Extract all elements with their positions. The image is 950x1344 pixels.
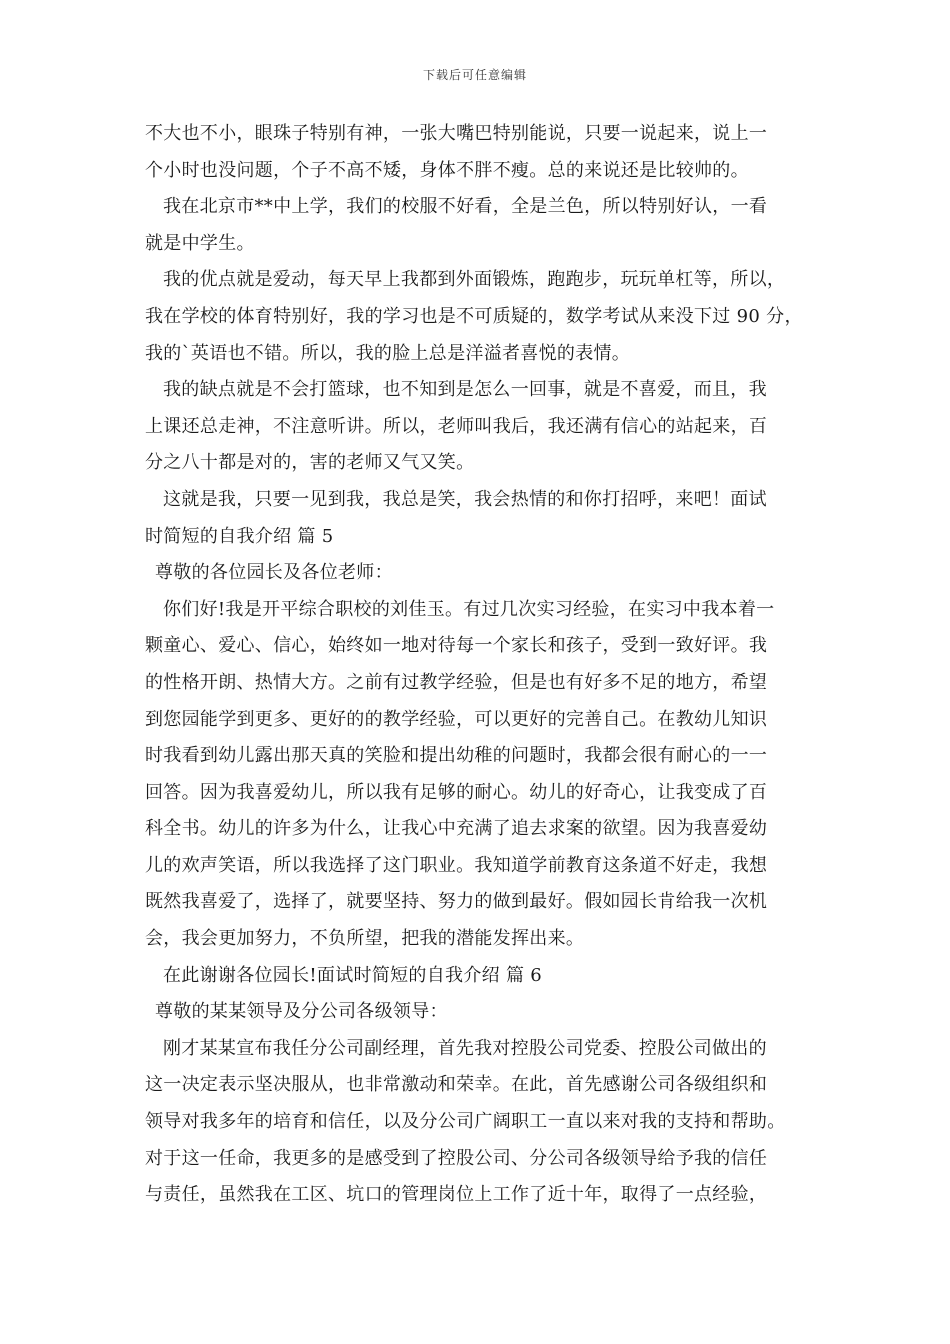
text-line: 科全书。幼儿的许多为什么，让我心中充满了追去求案的欲望。因为我喜爱幼 (145, 818, 768, 840)
text-line: 尊敬的各位园长及各位老师： (155, 562, 393, 584)
text-line: 会，我会更加努力，不负所望，把我的潜能发挥出来。 (145, 928, 585, 950)
text-line: 到您园能学到更多、更好的的教学经验，可以更好的完善自己。在教幼儿知识 (145, 708, 768, 730)
text-line: 这一决定表示坚决服从，也非常激动和荣幸。在此，首先感谢公司各级组织和 (145, 1074, 768, 1096)
text-line: 分之八十都是对的，害的老师又气又笑。 (145, 452, 475, 474)
text-line: 我的缺点就是不会打篮球，也不知到是怎么一回事，就是不喜爱，而且，我 (163, 379, 767, 401)
document-body (145, 116, 810, 1214)
text-line: 我的优点就是爱动，每天早上我都到外面锻炼，跑跑步，玩玩单杠等，所以， (163, 269, 786, 291)
text-line: 在此谢谢各位园长!面试时简短的自我介绍 篇 6 (163, 964, 543, 986)
text-line: 时我看到幼儿露出那天真的笑脸和提出幼稚的问题时，我都会很有耐心的一一 (145, 745, 768, 767)
text-line: 我的`英语也不错。所以，我的脸上总是洋溢者喜悦的表情。 (145, 342, 631, 364)
text-line: 上课还总走神，不注意听讲。所以，老师叫我后，我还满有信心的站起来，百 (145, 415, 768, 437)
text-line: 尊敬的某某领导及分公司各级领导： (155, 1001, 448, 1023)
page-header: 下载后可任意编辑 (422, 68, 527, 82)
text-line: 不大也不小，眼珠子特别有神，一张大嘴巴特别能说，只要一说起来，说上一 (145, 123, 768, 144)
text-line: 就是中学生。 (145, 232, 255, 254)
text-line: 回答。因为我喜爱幼儿，所以我有足够的耐心。幼儿的好奇心，让我变成了百 (145, 781, 768, 803)
text-line: 领导对我多年的培育和信任，以及分公司广阔职工一直以来对我的支持和帮助。 (145, 1111, 786, 1133)
text-line: 这就是我，只要一见到我，我总是笑，我会热情的和你打招呼，来吧！面试 (163, 488, 767, 510)
text-line: 儿的欢声笑语，所以我选择了这门职业。我知道学前教育这条道不好走，我想 (145, 854, 768, 876)
text-line: 你们好!我是开平综合职校的刘佳玉。有过几次实习经验，在实习中我本着一 (163, 598, 775, 620)
text-line: 与责任，虽然我在工区、坑口的管理岗位上工作了近十年，取得了一点经验， (145, 1184, 768, 1206)
text-line: 的性格开朗、热情大方。之前有过教学经验，但是也有好多不足的地方，希望 (145, 671, 768, 693)
text-line: 对于这一任命，我更多的是感受到了控股公司、分公司各级领导给予我的信任 (145, 1147, 768, 1169)
text-line: 既然我喜爱了，选择了，就要坚持、努力的做到最好。假如园长肯给我一次机 (145, 891, 768, 913)
text-line: 刚才某某宣布我任分公司副经理，首先我对控股公司党委、控股公司做出的 (163, 1037, 767, 1059)
text-line: 我在学校的体育特别好，我的学习也是不可质疑的，数学考试从来没下过 90 分， (145, 305, 803, 327)
text-line: 颗童心、爱心、信心，始终如一地对待每一个家长和孩子，受到一致好评。我 (145, 635, 768, 657)
text-line: 时简短的自我介绍 篇 5 (145, 525, 334, 547)
text-line: 个小时也没问题，个子不高不矮，身体不胖不瘦。总的来说还是比较帅的。 (145, 159, 749, 181)
text-line: 我在北京市**中上学，我们的校服不好看，全是兰色，所以特别好认，一看 (163, 196, 768, 218)
